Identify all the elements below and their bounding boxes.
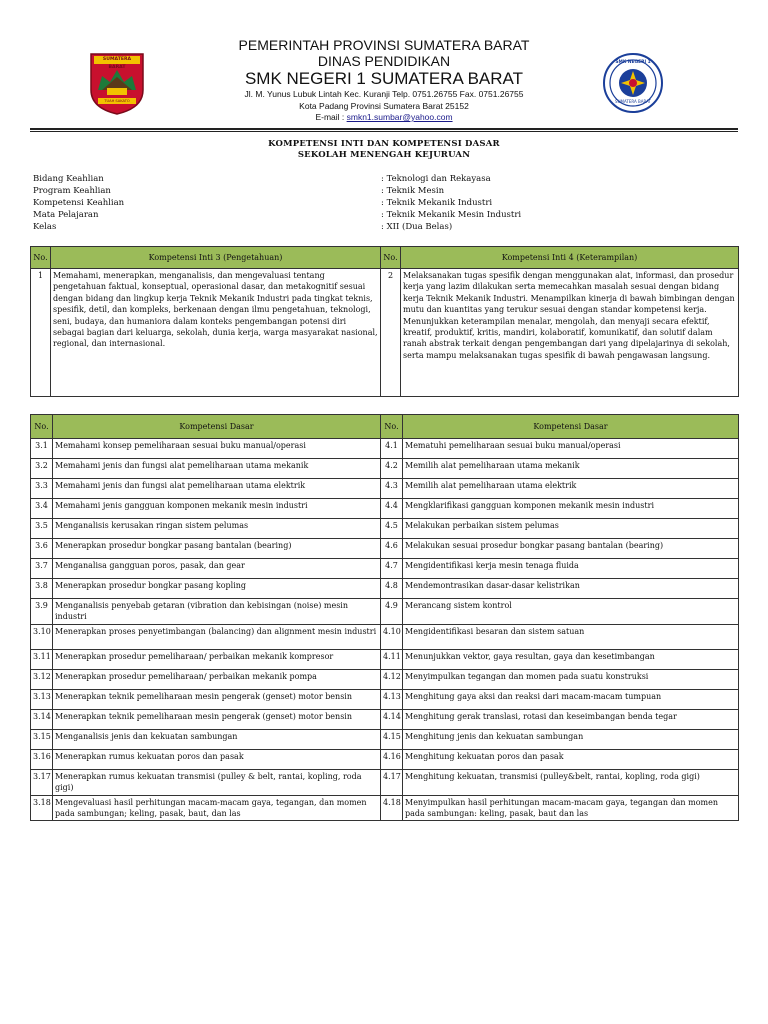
kd-row [31, 539, 739, 559]
header-address: Jl. M. Yunus Lubuk Lintah Kec. Kuranji Telp. 0751.26755 Fax. 0751.26755 [244, 89, 524, 99]
kd4-text: Merancang sistem kontrol [403, 599, 739, 625]
kd-body [31, 439, 739, 821]
ki-row [31, 269, 739, 397]
kd-no: 4.9 [381, 599, 403, 625]
kd-row [31, 729, 739, 749]
doc-subtitle: SEKOLAH MENENGAH KEJURUAN [297, 150, 471, 160]
kd4-text: Menghitung gaya aksi dan reaksi dari macam-macam tumpuan [403, 689, 739, 709]
kd-header-row [31, 415, 739, 439]
kd-row [31, 669, 739, 689]
logo-left-text: SUMATERA BARAT [102, 57, 132, 70]
kd3-text: Menerapkan rumus kekuatan poros dan pasak [53, 749, 381, 769]
info-label: Kelas [33, 222, 57, 232]
kd-row [31, 709, 739, 729]
kd-row [31, 769, 739, 795]
kd-no: 4.6 [381, 539, 403, 559]
info-label: Kompetensi Keahlian [33, 198, 125, 208]
logo-left-motto: TUAH SAKATO [104, 99, 130, 103]
ki4-cell [401, 269, 739, 397]
kd-no: 3.6 [31, 539, 53, 559]
kd3-text: Menganalisis penyebab getaran (vibration dan kebisingan (noise) mesin industri [53, 599, 381, 625]
kd-row [31, 579, 739, 599]
ki-no: 2 [381, 269, 401, 397]
info-value: : Teknik Mekanik Mesin Industri [381, 210, 522, 220]
kd4-text: Mengklarifikasi gangguan komponen mekanik mesin industri [403, 499, 739, 519]
kompetensi-dasar-table [30, 414, 739, 821]
kd-row [31, 559, 739, 579]
kd4-text: Menyimpulkan tegangan dan momen pada suatu konstruksi [403, 669, 739, 689]
kd-no: 4.13 [381, 689, 403, 709]
kd-row [31, 624, 739, 649]
kd3-text: Menganalisis kerusakan ringan sistem pelumas [53, 519, 381, 539]
info-value: : Teknik Mesin [381, 186, 445, 196]
kd-no: 3.16 [31, 749, 53, 769]
kd-col-kd3: Kompetensi Dasar [53, 415, 381, 439]
kd-no: 3.12 [31, 669, 53, 689]
info-value: : Teknik Mekanik Industri [381, 198, 493, 208]
kd-no: 3.13 [31, 689, 53, 709]
kd-no: 4.12 [381, 669, 403, 689]
kd3-text: Mengevaluasi hasil perhitungan macam-macam gaya, tegangan, dan momen pada sambungan; keling, pasak, baut, dan las [53, 795, 381, 821]
kd-no: 3.5 [31, 519, 53, 539]
info-label: Program Keahlian [33, 186, 111, 196]
email-label: E-mail : [315, 112, 347, 122]
kd3-text: Menerapkan proses penyetimbangan (balancing) dan alignment mesin industri [53, 624, 381, 649]
kd-row [31, 795, 739, 821]
kd-no: 3.8 [31, 579, 53, 599]
kd-no: 3.1 [31, 439, 53, 459]
kd4-text: Memilih alat pemeliharaan utama elektrik [403, 479, 739, 499]
kd4-text: Melakukan sesuai prosedur bongkar pasang bantalan (bearing) [403, 539, 739, 559]
kd4-text: Menghitung gerak translasi, rotasi dan keseimbangan benda tegar [403, 709, 739, 729]
ki-no: 1 [31, 269, 51, 397]
ki4-text-1: Melaksanakan tugas spesifik dengan menggunakan alat, informasi, dan prosedur kerja yang lazim dilakukan serta memecahkan masalah sesuai dengan bidang kerja Teknik Mekanik Industri. Menampilkan kinerja di bawah bimbingan dengan mutu dan kuantitas yang terukur sesuai dengan standar kompetensi kerja. [403, 271, 735, 315]
logo-right-sub: SUMATERA BARAT [615, 99, 651, 104]
kd3-text: Menerapkan prosedur pemeliharaan/ perbaikan mekanik pompa [53, 669, 381, 689]
kd-no: 3.10 [31, 624, 53, 649]
kd-no: 3.2 [31, 459, 53, 479]
kd3-text: Menerapkan teknik pemeliharaan mesin pengerak (genset) motor bensin [53, 689, 381, 709]
header-rule-thick [30, 128, 738, 130]
kd4-text: Melakukan perbaikan sistem pelumas [403, 519, 739, 539]
kd-no: 3.18 [31, 795, 53, 821]
kd-no: 4.2 [381, 459, 403, 479]
kd-row [31, 689, 739, 709]
kd-row [31, 459, 739, 479]
ki-header-row [31, 247, 739, 269]
kd3-text: Menerapkan teknik pemeliharaan mesin pengerak (genset) motor bensin [53, 709, 381, 729]
info-value: : Teknologi dan Rekayasa [381, 174, 491, 184]
kd4-text: Menunjukkan vektor, gaya resultan, gaya dan kesetimbangan [403, 649, 739, 669]
info-value: : XII (Dua Belas) [381, 222, 453, 232]
kd-no: 4.10 [381, 624, 403, 649]
header-government: PEMERINTAH PROVINSI SUMATERA BARAT [238, 37, 530, 53]
kd-col-kd4: Kompetensi Dasar [403, 415, 739, 439]
kd-no: 4.16 [381, 749, 403, 769]
ki-col-ki3: Kompetensi Inti 3 (Pengetahuan) [51, 247, 381, 269]
ki-col-ki4: Kompetensi Inti 4 (Keterampilan) [401, 247, 739, 269]
info-label: Bidang Keahlian [33, 174, 104, 184]
info-label: Mata Pelajaran [33, 210, 99, 220]
kd3-text: Menganalisa gangguan poros, pasak, dan gear [53, 559, 381, 579]
kd3-text: Memahami jenis gangguan komponen mekanik mesin industri [53, 499, 381, 519]
kd-no: 3.15 [31, 729, 53, 749]
kd-no: 3.11 [31, 649, 53, 669]
doc-title: KOMPETENSI INTI DAN KOMPETENSI DASAR [268, 139, 500, 149]
kd-row [31, 479, 739, 499]
header-city: Kota Padang Provinsi Sumatera Barat 25152 [299, 101, 469, 111]
kd-row [31, 599, 739, 625]
header-rule-thin [30, 131, 738, 132]
header-agency: DINAS PENDIDIKAN [317, 53, 451, 69]
kd-no: 3.4 [31, 499, 53, 519]
kd-row [31, 439, 739, 459]
kd3-text: Menerapkan rumus kekuatan transmisi (pulley & belt, rantai, kopling, roda gigi) [53, 769, 381, 795]
kd3-text: Memahami jenis dan fungsi alat pemeliharaan utama elektrik [53, 479, 381, 499]
kd-row [31, 749, 739, 769]
kompetensi-inti-table [30, 246, 739, 397]
kd-no: 4.3 [381, 479, 403, 499]
kd4-text: Menghitung kekuatan poros dan pasak [403, 749, 739, 769]
kd-no: 4.4 [381, 499, 403, 519]
email-link[interactable]: smkn1.sumbar@yahoo.com [346, 112, 453, 122]
kd4-text: Mematuhi pemeliharaan sesuai buku manual/operasi [403, 439, 739, 459]
kd-row [31, 519, 739, 539]
kd4-text: Mendemontrasikan dasar-dasar kelistrikan [403, 579, 739, 599]
kd-col-no: No. [31, 415, 53, 439]
ki4-text-2: Menunjukkan keterampilan menalar, mengolah, dan menyaji secara efektif, kreatif, produktif, kritis, mandiri, kolaboratif, komunikatif, dan solutif dalam ranah abstrak terkait dengan pengembangan dari yang dipelajarinya di sekolah, serta mampu melaksanakan tugas spesifik di bawah pengawasan langsung. [403, 316, 730, 360]
kd3-text: Menganalisis jenis dan kekuatan sambungan [53, 729, 381, 749]
kd3-text: Menerapkan prosedur pemeliharaan/ perbaikan mekanik kompresor [53, 649, 381, 669]
kd3-text: Menerapkan prosedur bongkar pasang bantalan (bearing) [53, 539, 381, 559]
ki-col-no: No. [31, 247, 51, 269]
kd-row [31, 649, 739, 669]
kd-row [31, 499, 739, 519]
header-school: SMK NEGERI 1 SUMATERA BARAT [244, 69, 524, 88]
kd4-text: Memilih alat pemeliharaan utama mekanik [403, 459, 739, 479]
logo-right-text: SMK NEGERI 1 [615, 60, 651, 65]
ki3-text: Memahami, menerapkan, menganalisis, dan mengevaluasi tentang pengetahuan faktual, konseptual, operasional dasar, dan metakognitif sesuai dengan bidang dan lingkup kerja Teknik Mekanik Industri pada tingkat teknis, spesifik, detil, dan kompleks, berkenaan dengan ilmu pengetahuan, teknologi, seni, budaya, dan humaniora dalam konteks pengembangan potensi diri sebagai bagian dari keluarga, sekolah, dunia kerja, warga masyarakat nasional, regional, dan internasional. [51, 269, 381, 397]
kd3-text: Menerapkan prosedur bongkar pasang kopling [53, 579, 381, 599]
kd4-text: Menghitung jenis dan kekuatan sambungan [403, 729, 739, 749]
kd4-text: Menyimpulkan hasil perhitungan macam-macam gaya, tegangan dan momen pada sambungan: keling, pasak, baut dan las [403, 795, 739, 821]
kd-no: 4.17 [381, 769, 403, 795]
kd-no: 4.18 [381, 795, 403, 821]
kd-no: 3.17 [31, 769, 53, 795]
kd-no: 4.7 [381, 559, 403, 579]
kd4-text: Mengidentifikasi kerja mesin tenaga fluida [403, 559, 739, 579]
kd3-text: Memahami jenis dan fungsi alat pemeliharaan utama mekanik [53, 459, 381, 479]
kd-no: 4.5 [381, 519, 403, 539]
kd3-text: Memahami konsep pemeliharaan sesuai buku manual/operasi [53, 439, 381, 459]
smk-emblem-logo [598, 52, 668, 114]
kd-no: 4.15 [381, 729, 403, 749]
kd4-text: Mengidentifikasi besaran dan sistem satuan [403, 624, 739, 649]
kd-no: 4.14 [381, 709, 403, 729]
ki-col-no: No. [381, 247, 401, 269]
kd-no: 3.3 [31, 479, 53, 499]
kd-no: 3.14 [31, 709, 53, 729]
kd-no: 4.8 [381, 579, 403, 599]
kd-no: 4.1 [381, 439, 403, 459]
kd-col-no: No. [381, 415, 403, 439]
kd-no: 3.9 [31, 599, 53, 625]
kd-no: 3.7 [31, 559, 53, 579]
kd4-text: Menghitung kekuatan, transmisi (pulley&belt, rantai, kopling, roda gigi) [403, 769, 739, 795]
kd-no: 4.11 [381, 649, 403, 669]
